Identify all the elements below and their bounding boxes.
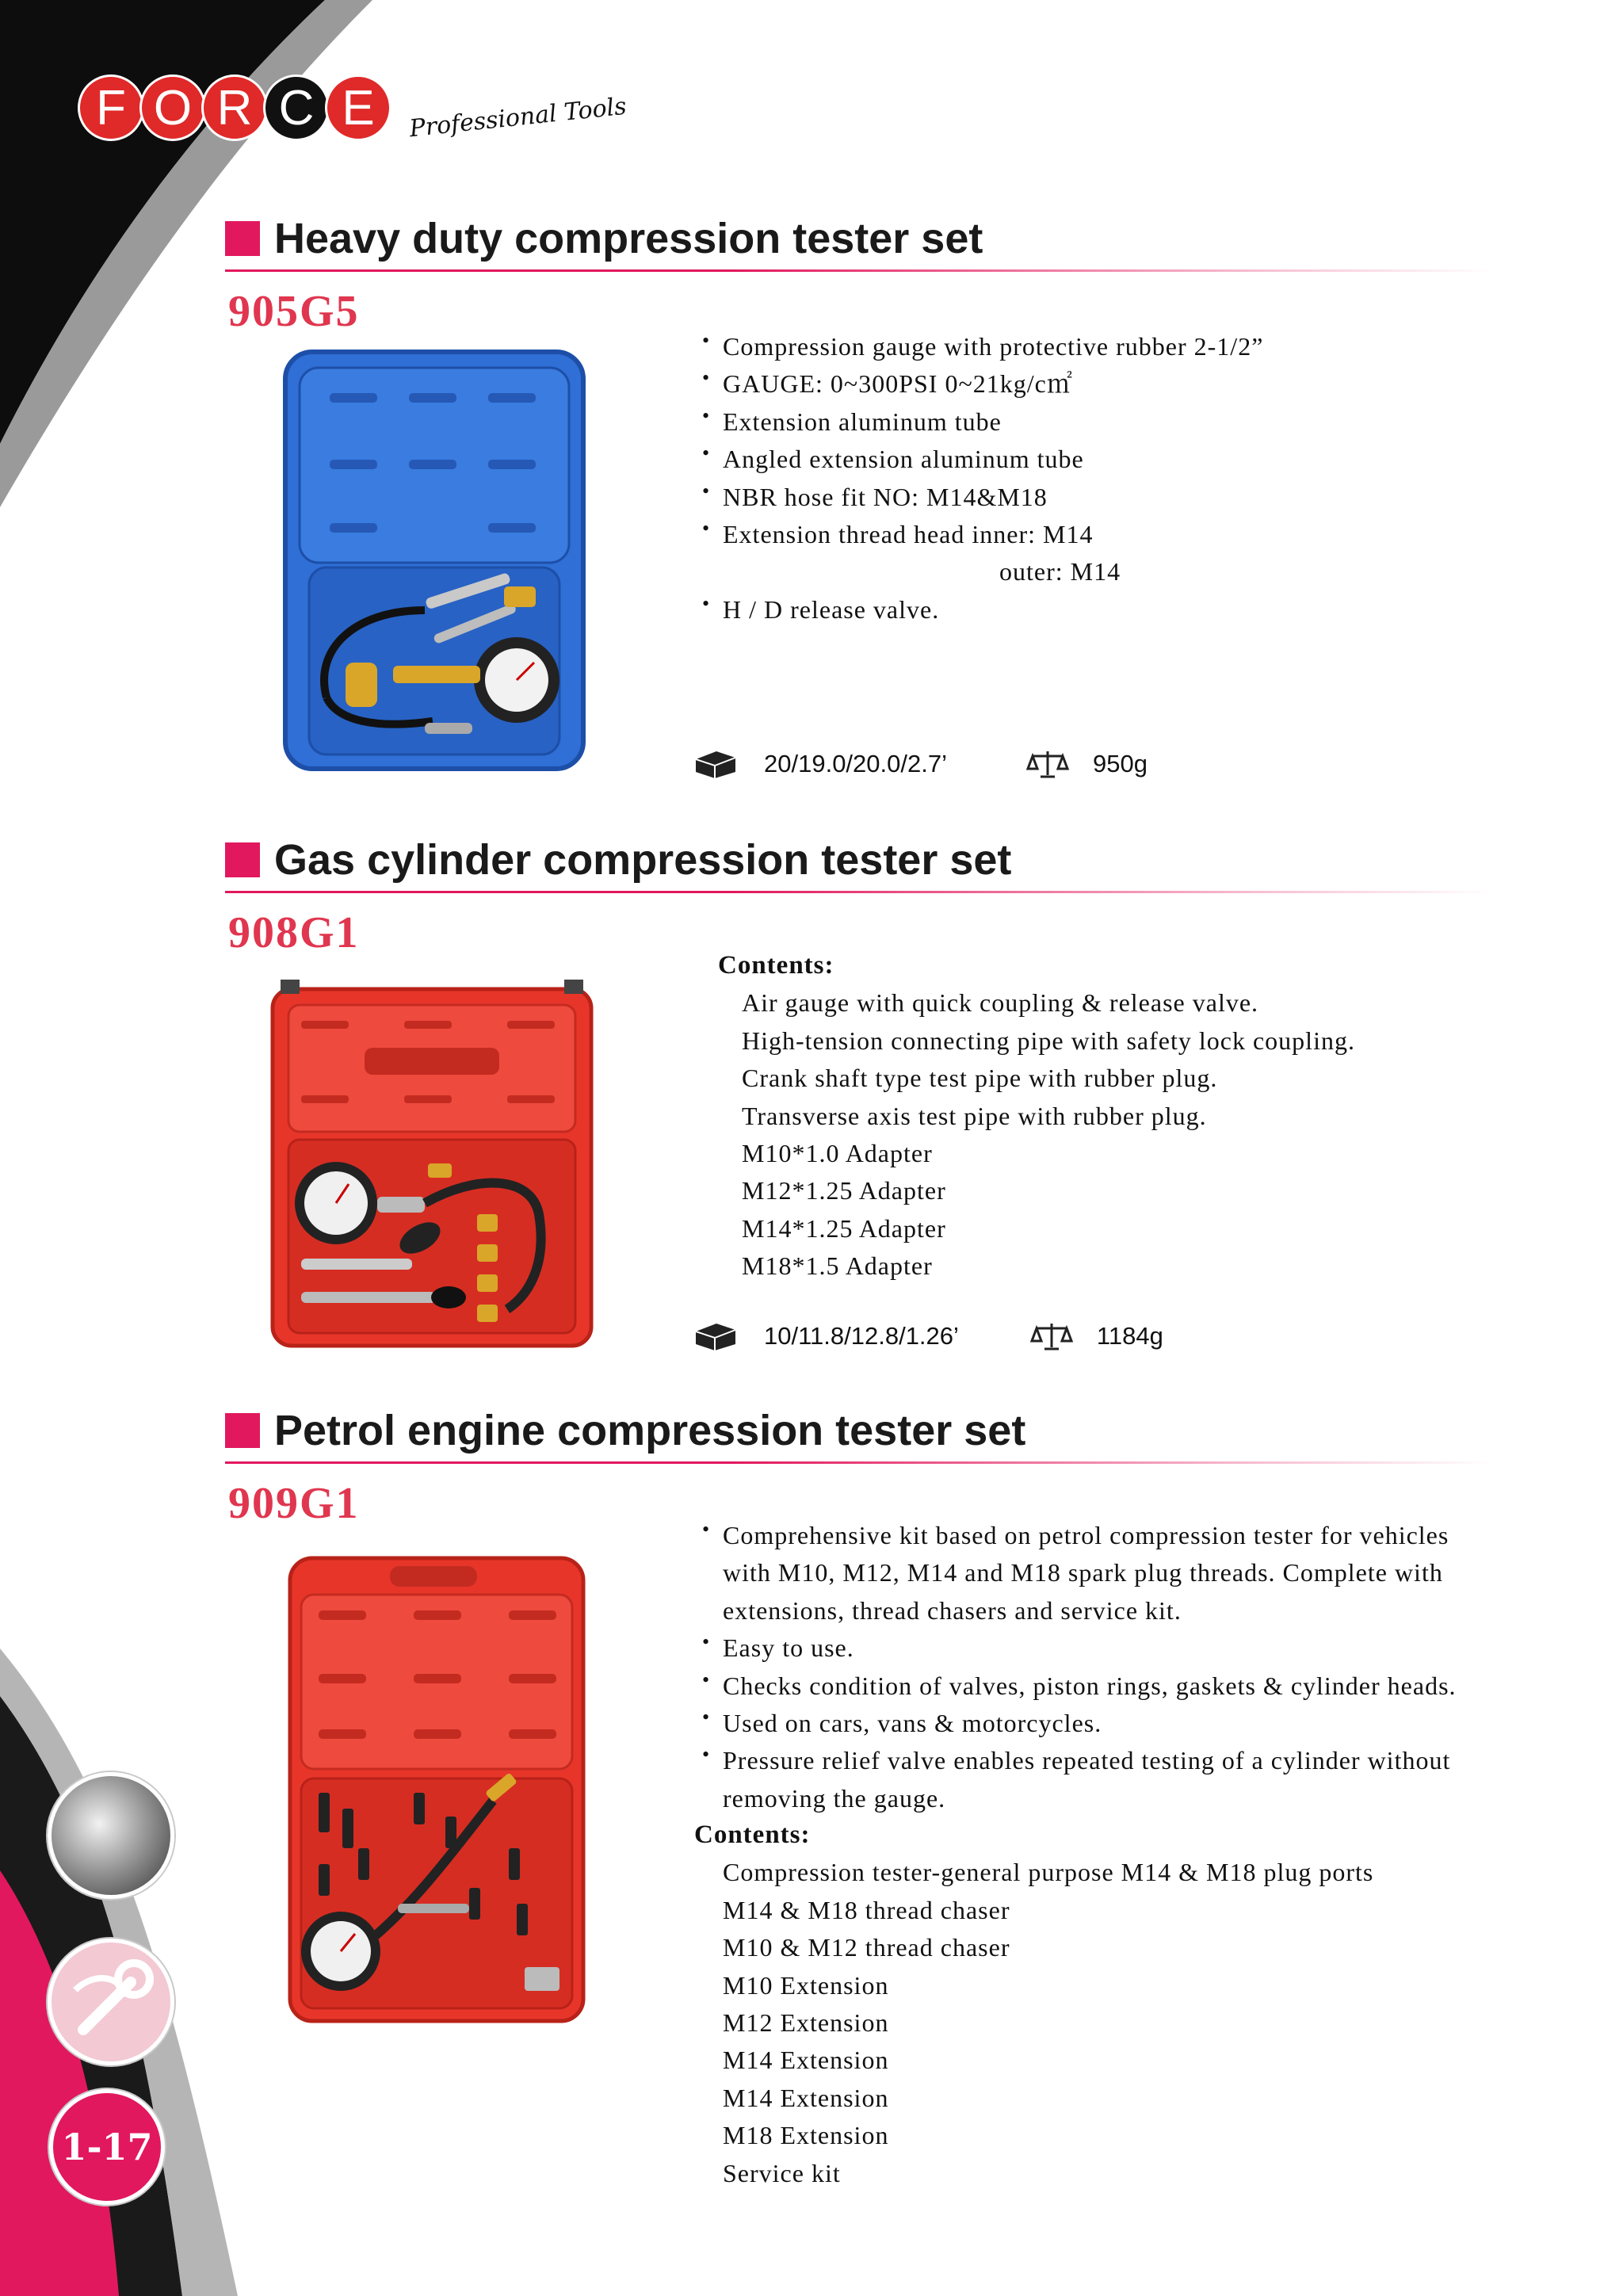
product-photo-red-case bbox=[269, 976, 594, 1349]
product-code: 908G1 bbox=[228, 908, 360, 957]
contents-item: M10 Extension bbox=[723, 1970, 889, 2000]
title-marker bbox=[225, 1413, 260, 1448]
title-divider bbox=[225, 269, 1493, 272]
product-features bbox=[702, 328, 1263, 628]
product-photo-red-case bbox=[287, 1555, 586, 2024]
brand-logo bbox=[78, 68, 627, 147]
logo-tagline: Professional Tools bbox=[407, 92, 628, 143]
product-features bbox=[702, 1517, 1457, 1817]
feature-item: • Extension aluminum tube bbox=[702, 403, 1263, 441]
product-weight bbox=[1030, 1320, 1163, 1352]
title-marker bbox=[225, 842, 260, 877]
contents-item: M18*1.5 Adapter bbox=[742, 1251, 933, 1281]
product-title: Petrol engine compression tester set bbox=[274, 1407, 1026, 1454]
product-section-905G5 bbox=[225, 211, 1509, 337]
contents-item: Transverse axis test pipe with rubber plug. bbox=[742, 1101, 1207, 1130]
product-specs bbox=[693, 748, 1148, 780]
box-icon bbox=[693, 748, 739, 780]
weight-value: 950g bbox=[1092, 750, 1148, 777]
product-code: 909G1 bbox=[228, 1479, 360, 1528]
contents-item: M14 Extension bbox=[723, 2046, 889, 2075]
contents-item: Air gauge with quick coupling & release valve. bbox=[742, 988, 1259, 1018]
title-divider bbox=[225, 891, 1493, 893]
feature-item: • Pressure relief valve enables repeated testing of a cylinder without bbox=[702, 1742, 1457, 1779]
contents-item: M14 Extension bbox=[723, 2083, 889, 2112]
title-divider bbox=[225, 1461, 1493, 1464]
contents-item: Service kit bbox=[723, 2158, 841, 2187]
contents-heading: Contents: bbox=[694, 1820, 811, 1849]
feature-item: • H / D release valve. bbox=[702, 591, 1263, 628]
box-dimensions bbox=[693, 1320, 959, 1352]
feature-item-continuation: with M10, M12, M14 and M18 spark plug threads. Complete with bbox=[723, 1558, 1443, 1587]
box-dims-value: 10/11.8/12.8/1.26’ bbox=[764, 1322, 959, 1350]
box-icon bbox=[693, 1320, 739, 1352]
feature-item: • Checks condition of valves, piston rings, gaskets & cylinder heads. bbox=[702, 1668, 1457, 1705]
logo-letter: C bbox=[263, 74, 330, 141]
contents-item: M12*1.25 Adapter bbox=[742, 1176, 946, 1205]
contents-item: Crank shaft type test pipe with rubber plug. bbox=[742, 1064, 1218, 1093]
feature-item: • Compression gauge with protective rubber 2-1/2” bbox=[702, 328, 1263, 365]
feature-item: • Easy to use. bbox=[702, 1629, 1457, 1667]
feature-item: • Extension thread head inner: M14 bbox=[702, 516, 1263, 553]
contents-item: High-tension connecting pipe with safety lock coupling. bbox=[742, 1026, 1355, 1055]
contents-heading: Contents: bbox=[718, 951, 834, 980]
contents-item: M18 Extension bbox=[723, 2121, 889, 2150]
tool-thumbnail bbox=[48, 1939, 174, 2065]
product-title: Heavy duty compression tester set bbox=[274, 215, 983, 262]
title-marker bbox=[225, 221, 260, 256]
feature-item-continuation: removing the gauge. bbox=[723, 1783, 946, 1813]
feature-item: • Angled extension aluminum tube bbox=[702, 441, 1263, 478]
contents-item: M14*1.25 Adapter bbox=[742, 1213, 946, 1243]
contents-item: Compression tester-general purpose M14 & M18 plug ports bbox=[723, 1858, 1374, 1887]
scale-icon bbox=[1026, 748, 1069, 780]
product-photo-blue-case bbox=[282, 349, 586, 772]
logo-letter: R bbox=[201, 74, 268, 141]
product-weight bbox=[1026, 748, 1148, 780]
contents-item: M14 & M18 thread chaser bbox=[723, 1895, 1010, 1924]
logo-letter: E bbox=[325, 74, 391, 141]
box-dimensions bbox=[693, 748, 947, 780]
product-title: Gas cylinder compression tester set bbox=[274, 836, 1012, 884]
engine-thumbnail bbox=[48, 1772, 174, 1899]
product-section-909G1 bbox=[225, 1403, 1509, 1529]
contents-item: M12 Extension bbox=[723, 2008, 889, 2038]
contents-item: M10*1.0 Adapter bbox=[742, 1139, 933, 1168]
contents-item: M10 & M12 thread chaser bbox=[723, 1933, 1010, 1962]
page-number: 1-17 bbox=[49, 2089, 165, 2205]
logo-letter: O bbox=[139, 74, 206, 141]
product-contents bbox=[694, 1817, 1373, 2192]
wrench-icon bbox=[52, 1943, 170, 2061]
feature-item: • Used on cars, vans & motorcycles. bbox=[702, 1705, 1457, 1742]
scale-icon bbox=[1030, 1320, 1073, 1352]
logo-letter: F bbox=[78, 74, 144, 141]
box-dims-value: 20/19.0/20.0/2.7’ bbox=[764, 750, 947, 777]
product-section-908G1 bbox=[225, 832, 1509, 958]
product-contents bbox=[718, 947, 1355, 1286]
feature-item-continuation: extensions, thread chasers and service kit. bbox=[723, 1595, 1182, 1625]
product-specs bbox=[693, 1320, 1163, 1352]
feature-continuation: outer: M14 bbox=[999, 557, 1121, 586]
feature-item: • NBR hose fit NO: M14&M18 bbox=[702, 479, 1263, 516]
feature-item: • GAUGE: 0~300PSI 0~21kg/c㎡ bbox=[702, 365, 1263, 403]
product-code: 905G5 bbox=[228, 287, 360, 336]
weight-value: 1184g bbox=[1096, 1322, 1163, 1350]
feature-item: • Comprehensive kit based on petrol compression tester for vehicles bbox=[702, 1517, 1457, 1554]
